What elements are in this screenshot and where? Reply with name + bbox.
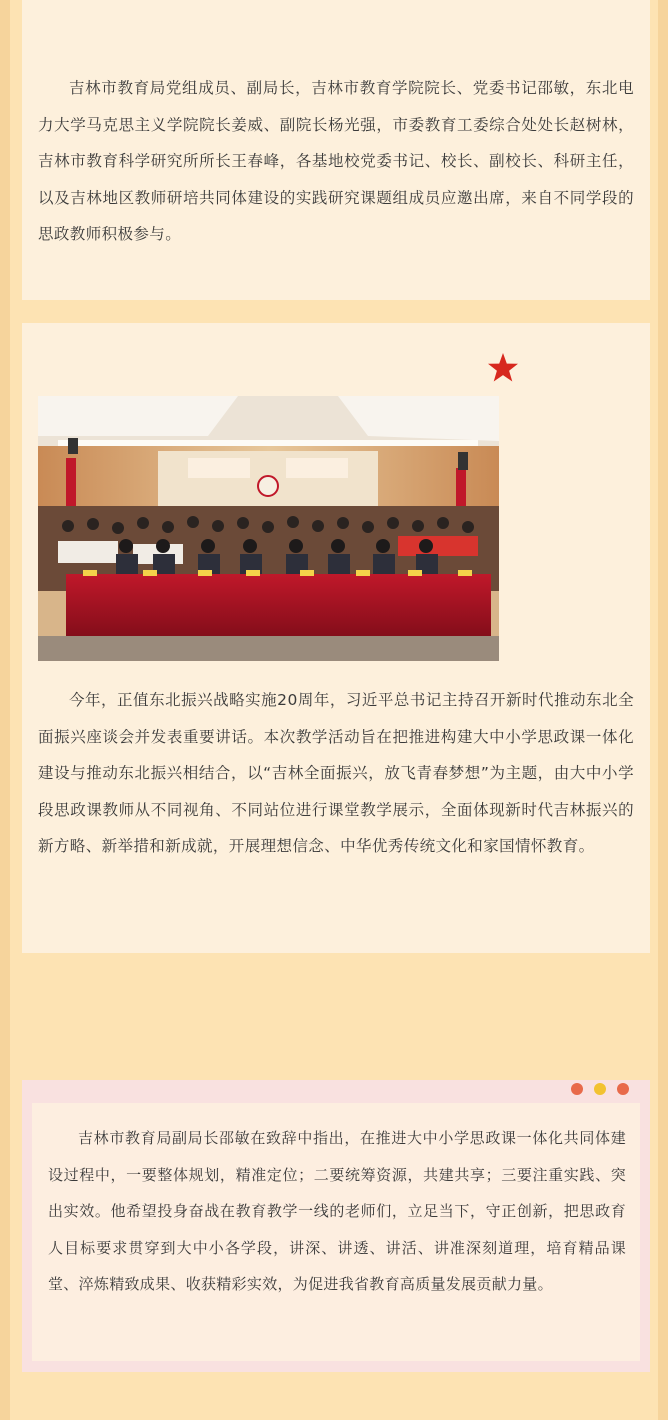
speech-paragraph: 吉林市教育局副局长邵敏在致辞中指出，在推进大中小学思政课一体化共同体建设过程中，一要整体规划，精准定位；二要统筹资源，共建共享；三要注重实践、突出实效。他希望投身奋战在教育教学一线的老师们，立足当下，守正创新，把思政育人目标要求贯穿到大中小各学段，讲深、讲透、讲活、讲准深刻道理，培育精品课堂、淬炼精致成果、收获精彩实效，为促进我省教育高质量发展贡献力量。 <box>48 1129 626 1294</box>
decor-dot-red <box>571 1083 583 1095</box>
decor-dot-yellow <box>594 1083 606 1095</box>
attendees-paragraph: 吉林市教育局党组成员、副局长，吉林市教育学院院长、党委书记邵敏，东北电力大学马克思主义学院院长姜威、副院长杨光强，市委教育工委综合处处长赵树林，吉林市教育科学研究所所长王春峰，各基地校党委书记、校长、副校长、科研主任，以及吉林地区教师研培共同体建设的实践研究课题组成员应邀出席，来自不同学段的思政教师积极参与。 <box>38 79 634 243</box>
left-border-strip <box>0 0 10 1420</box>
event-photo-illustration <box>38 396 499 661</box>
decor-dot-red <box>617 1083 629 1095</box>
event-photo <box>38 396 499 661</box>
right-border-strip <box>658 0 668 1420</box>
red-star-icon <box>487 352 519 384</box>
activity-paragraph: 今年，正值东北振兴战略实施20周年，习近平总书记主持召开新时代推动东北全面振兴座谈会并发表重要讲话。本次教学活动旨在把推进构建大中小学思政课一体化建设与推动东北振兴相结合，以“吉林全面振兴，放飞青春梦想”为主题，由大中小学段思政课教师从不同视角、不同站位进行课堂教学展示，全面体现新时代吉林振兴的新方略、新举措和新成就，开展理想信念、中华优秀传统文化和家国情怀教育。 <box>38 691 634 855</box>
